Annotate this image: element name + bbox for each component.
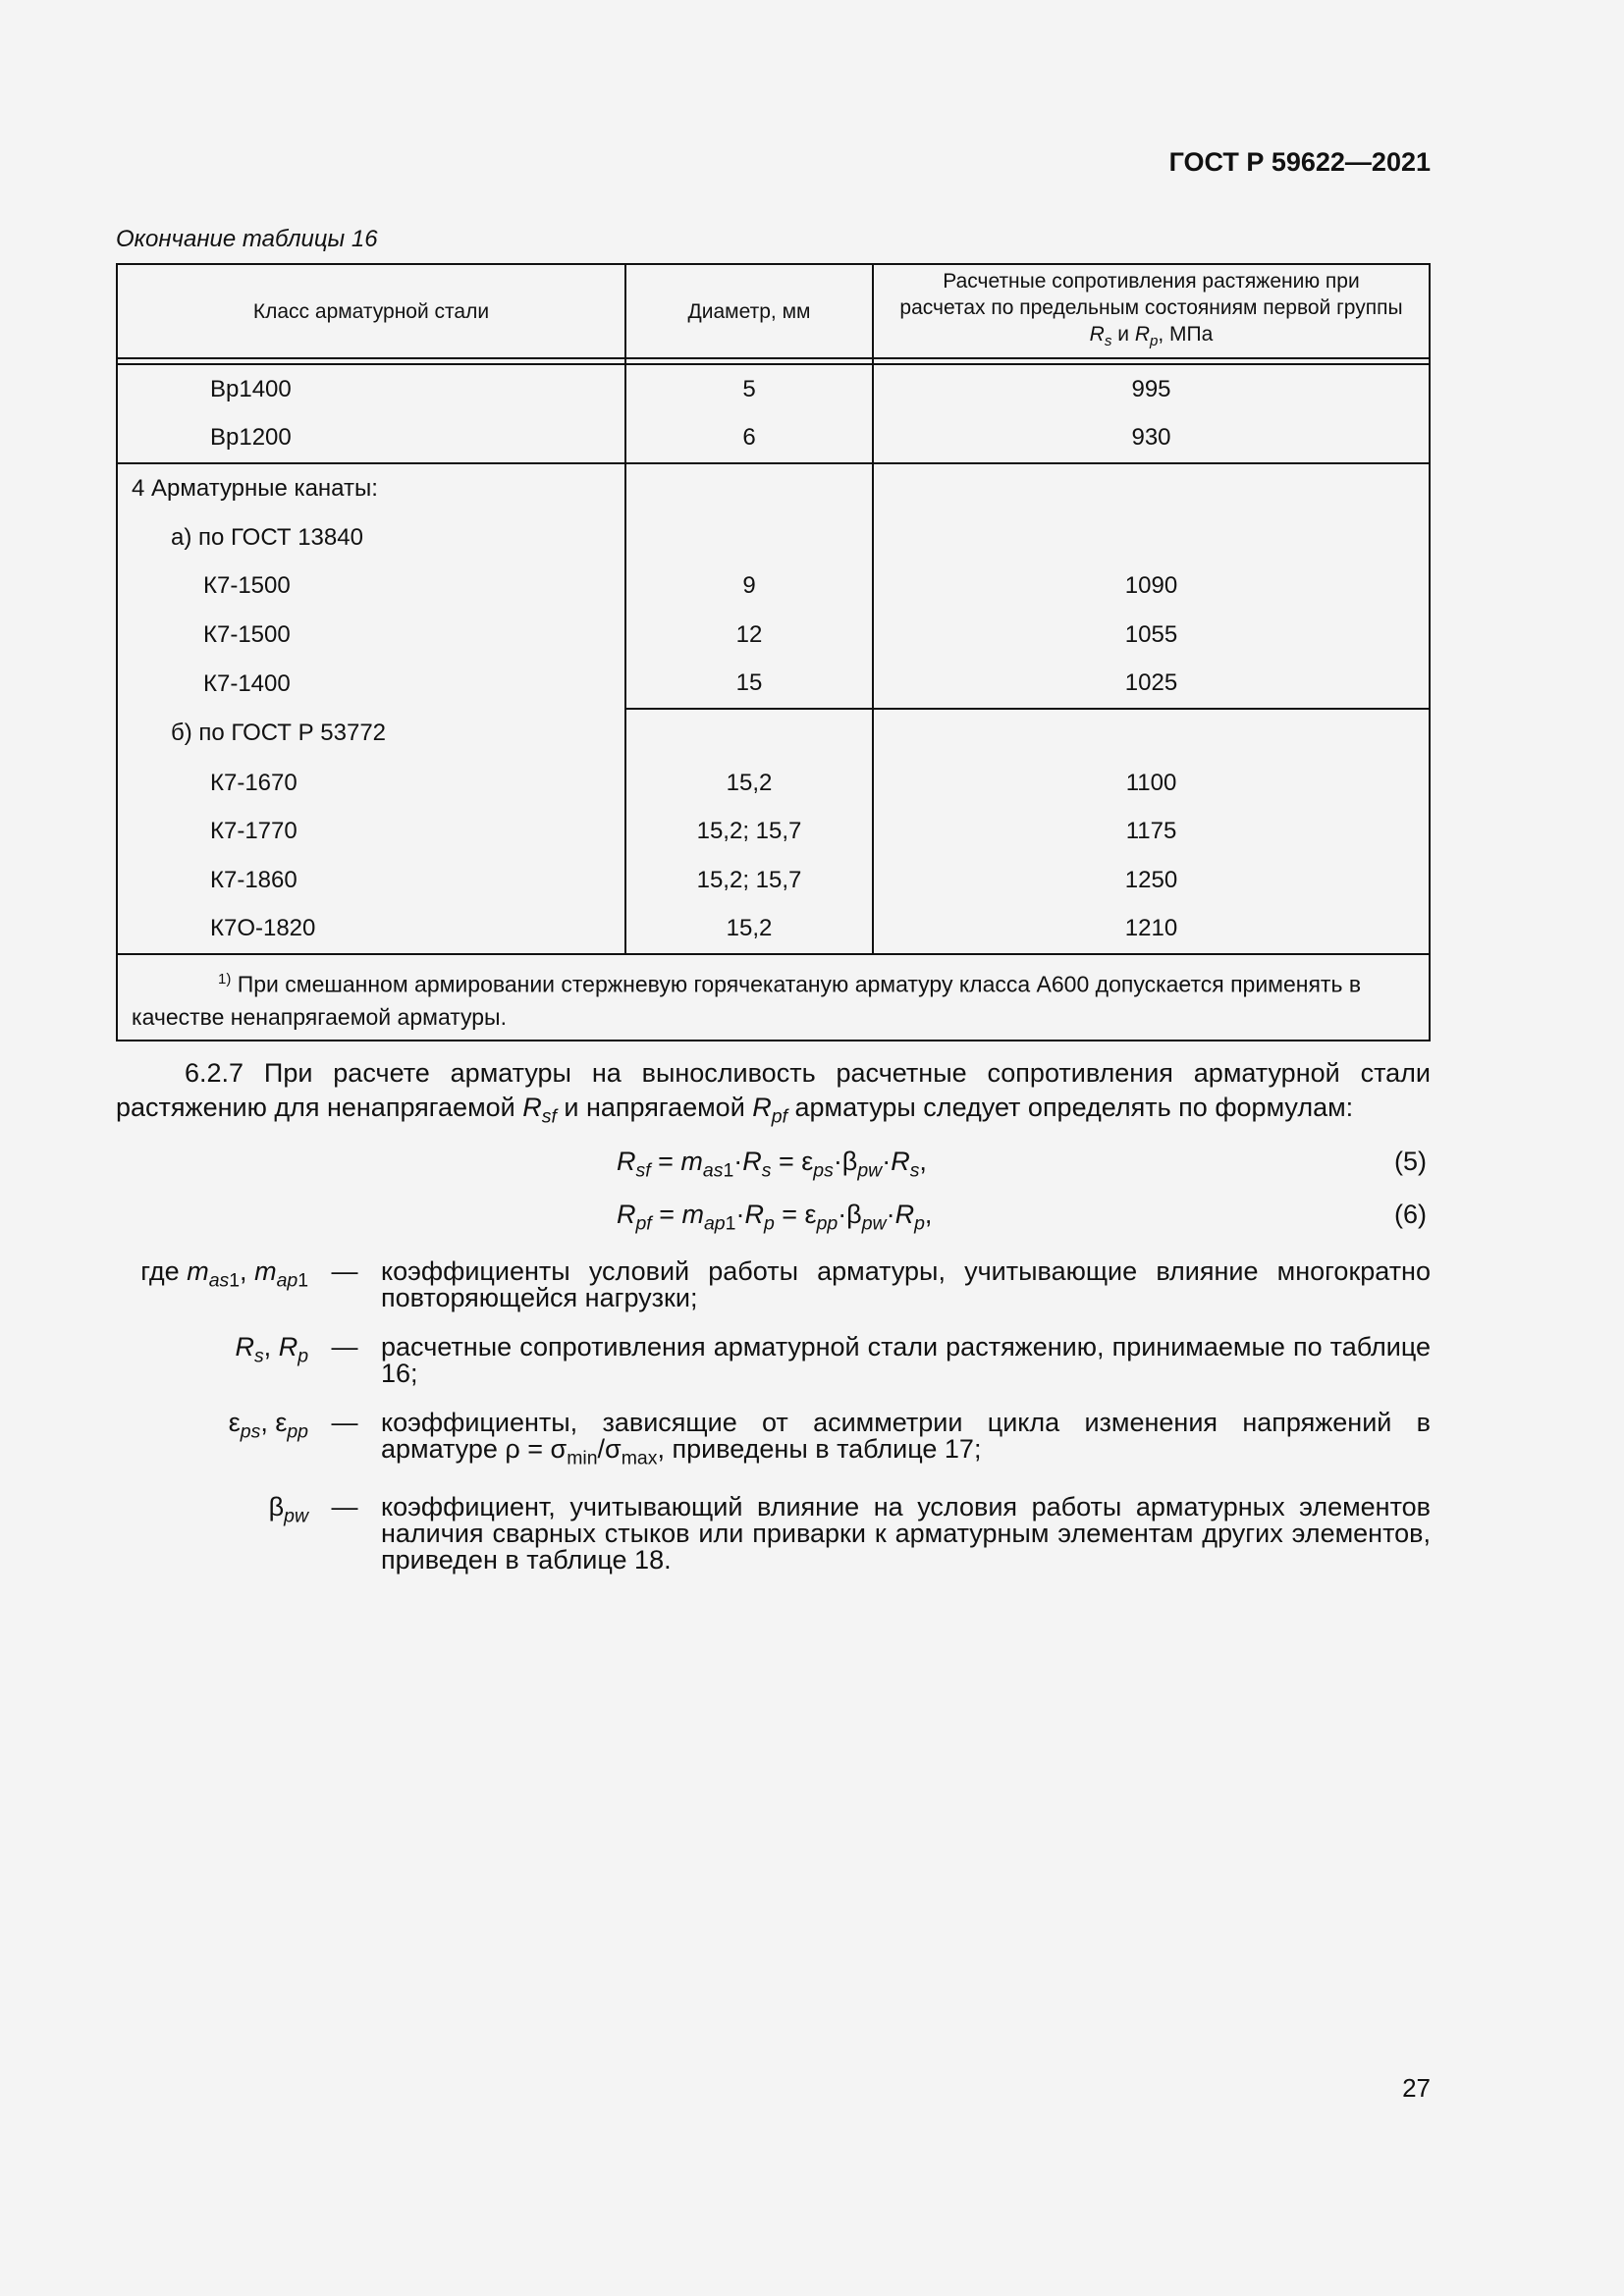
definition-dash: — <box>331 1332 358 1362</box>
cell-diameter: 15 <box>625 660 873 710</box>
cell-class: К7-1670 <box>117 759 625 808</box>
cell-value: 930 <box>873 414 1430 464</box>
cell-diameter: 15,2 <box>625 905 873 955</box>
col-header-class: Класс арматурной стали <box>117 264 625 358</box>
cell-class: К7-1770 <box>117 807 625 856</box>
formula-5-number: (5) <box>1394 1147 1427 1176</box>
resistance-table <box>116 263 1431 1041</box>
cell-value: 1090 <box>873 561 1430 611</box>
cell-class: Вр1200 <box>117 414 625 464</box>
cell-subgroup-title: б) по ГОСТ Р 53772 <box>117 709 625 759</box>
definition-item <box>116 1334 1431 1387</box>
formula-5: $R_{sf} = m_{as1}\cdot R_s = \varepsilon_{ps}\cdot\beta_{pw}\cdot R_s$, <box>617 1147 927 1182</box>
cell-diameter: 5 <box>625 364 873 414</box>
cell-class: К7-1500 <box>117 561 625 611</box>
document-id: ГОСТ Р 59622—2021 <box>1168 147 1431 177</box>
cell-diameter: 15,2; 15,7 <box>625 807 873 856</box>
cell-value: 1055 <box>873 611 1430 660</box>
table-footnote-row <box>117 954 1430 1041</box>
table-row-subgroup-title <box>117 709 1430 759</box>
definition-item <box>116 1258 1431 1311</box>
definition-dash: — <box>331 1408 358 1437</box>
cell-subgroup-title: а) по ГОСТ 13840 <box>117 513 625 562</box>
definition-dash: — <box>331 1492 358 1522</box>
table-row <box>117 561 1430 611</box>
table-row <box>117 364 1430 414</box>
definition-term: $R_s$, $R_p$ <box>235 1332 308 1367</box>
table-row <box>117 611 1430 660</box>
definition-term: $\beta_{pw}$ <box>268 1492 308 1527</box>
table-row <box>117 759 1430 808</box>
definition-text: коэффициент, учитывающий влияние на условия работы арматурных элементов наличия сварных стыков или приварки к арматурным элементам других элементов, приведен в таблице 18. <box>381 1492 1431 1575</box>
cell-diameter: 9 <box>625 561 873 611</box>
definition-item <box>116 1494 1431 1574</box>
cell-diameter: 15,2; 15,7 <box>625 856 873 905</box>
definition-term: $\varepsilon_{ps}$, $\varepsilon_{pp}$ <box>228 1408 308 1443</box>
table-row-subgroup-title <box>117 513 1430 562</box>
table-row <box>117 660 1430 710</box>
cell-value: 995 <box>873 364 1430 414</box>
cell-class: К7-1860 <box>117 856 625 905</box>
table-row <box>117 807 1430 856</box>
cell-class: К7-1400 <box>117 660 625 710</box>
definition-term: где $m_{as1}$, $m_{ap1}$ <box>140 1256 308 1292</box>
formula-6-number: (6) <box>1394 1200 1427 1229</box>
table-footnote: $^{1)}$ При смешанном армировании стержневую горячекатаную арматуру класса А600 допускается применять в качестве ненапрягаемой арматуры. <box>117 954 1430 1041</box>
table-row-group-title <box>117 463 1430 513</box>
definition-text: расчетные сопротивления арматурной стали растяжению, принимаемые по таблице 16; <box>381 1332 1431 1388</box>
definitions-list <box>116 1258 1431 1596</box>
definition-text: коэффициенты условий работы арматуры, учитывающие влияние многократно повторяющейся нагрузки; <box>381 1256 1431 1312</box>
definition-text: коэффициенты, зависящие от асимметрии цикла изменения напряжений в арматуре $\rho = \sigma_{min}/\sigma_{max}$, приведены в таблице 17; <box>381 1408 1431 1469</box>
table-row <box>117 905 1430 955</box>
col-header-diameter: Диаметр, мм <box>625 264 873 358</box>
cell-value: 1025 <box>873 660 1430 710</box>
cell-class: Вр1400 <box>117 364 625 414</box>
table-caption: Окончание таблицы 16 <box>116 226 378 252</box>
cell-value: 1250 <box>873 856 1430 905</box>
cell-group-title: 4 Арматурные канаты: <box>117 463 625 513</box>
cell-value: 1175 <box>873 807 1430 856</box>
cell-class: К7-1500 <box>117 611 625 660</box>
table-row <box>117 856 1430 905</box>
cell-value: 1100 <box>873 759 1430 808</box>
cell-value: 1210 <box>873 905 1430 955</box>
cell-diameter: 15,2 <box>625 759 873 808</box>
cell-diameter: 12 <box>625 611 873 660</box>
col-header-resistance: Расчетные сопротивления растяжению при расчетах по предельным состояниям первой группы $R_s$ и $R_p$, МПа <box>873 264 1430 358</box>
page-number: 27 <box>1402 2073 1431 2103</box>
definition-dash: — <box>331 1256 358 1286</box>
cell-class: К7О-1820 <box>117 905 625 955</box>
table-row <box>117 414 1430 464</box>
cell-diameter: 6 <box>625 414 873 464</box>
definition-item <box>116 1410 1431 1471</box>
table-header-row <box>117 264 1430 358</box>
formula-6: $R_{pf} = m_{ap1}\cdot R_p = \varepsilon_{pp}\cdot\beta_{pw}\cdot R_p$, <box>617 1200 933 1235</box>
section-paragraph: 6.2.7 При расчете арматуры на выносливость расчетные сопротивления арматурной стали растяжению для ненапрягаемой $R_{sf}$ и напрягаемой $R_{pf}$ арматуры следует определять по формулам: <box>116 1058 1431 1128</box>
